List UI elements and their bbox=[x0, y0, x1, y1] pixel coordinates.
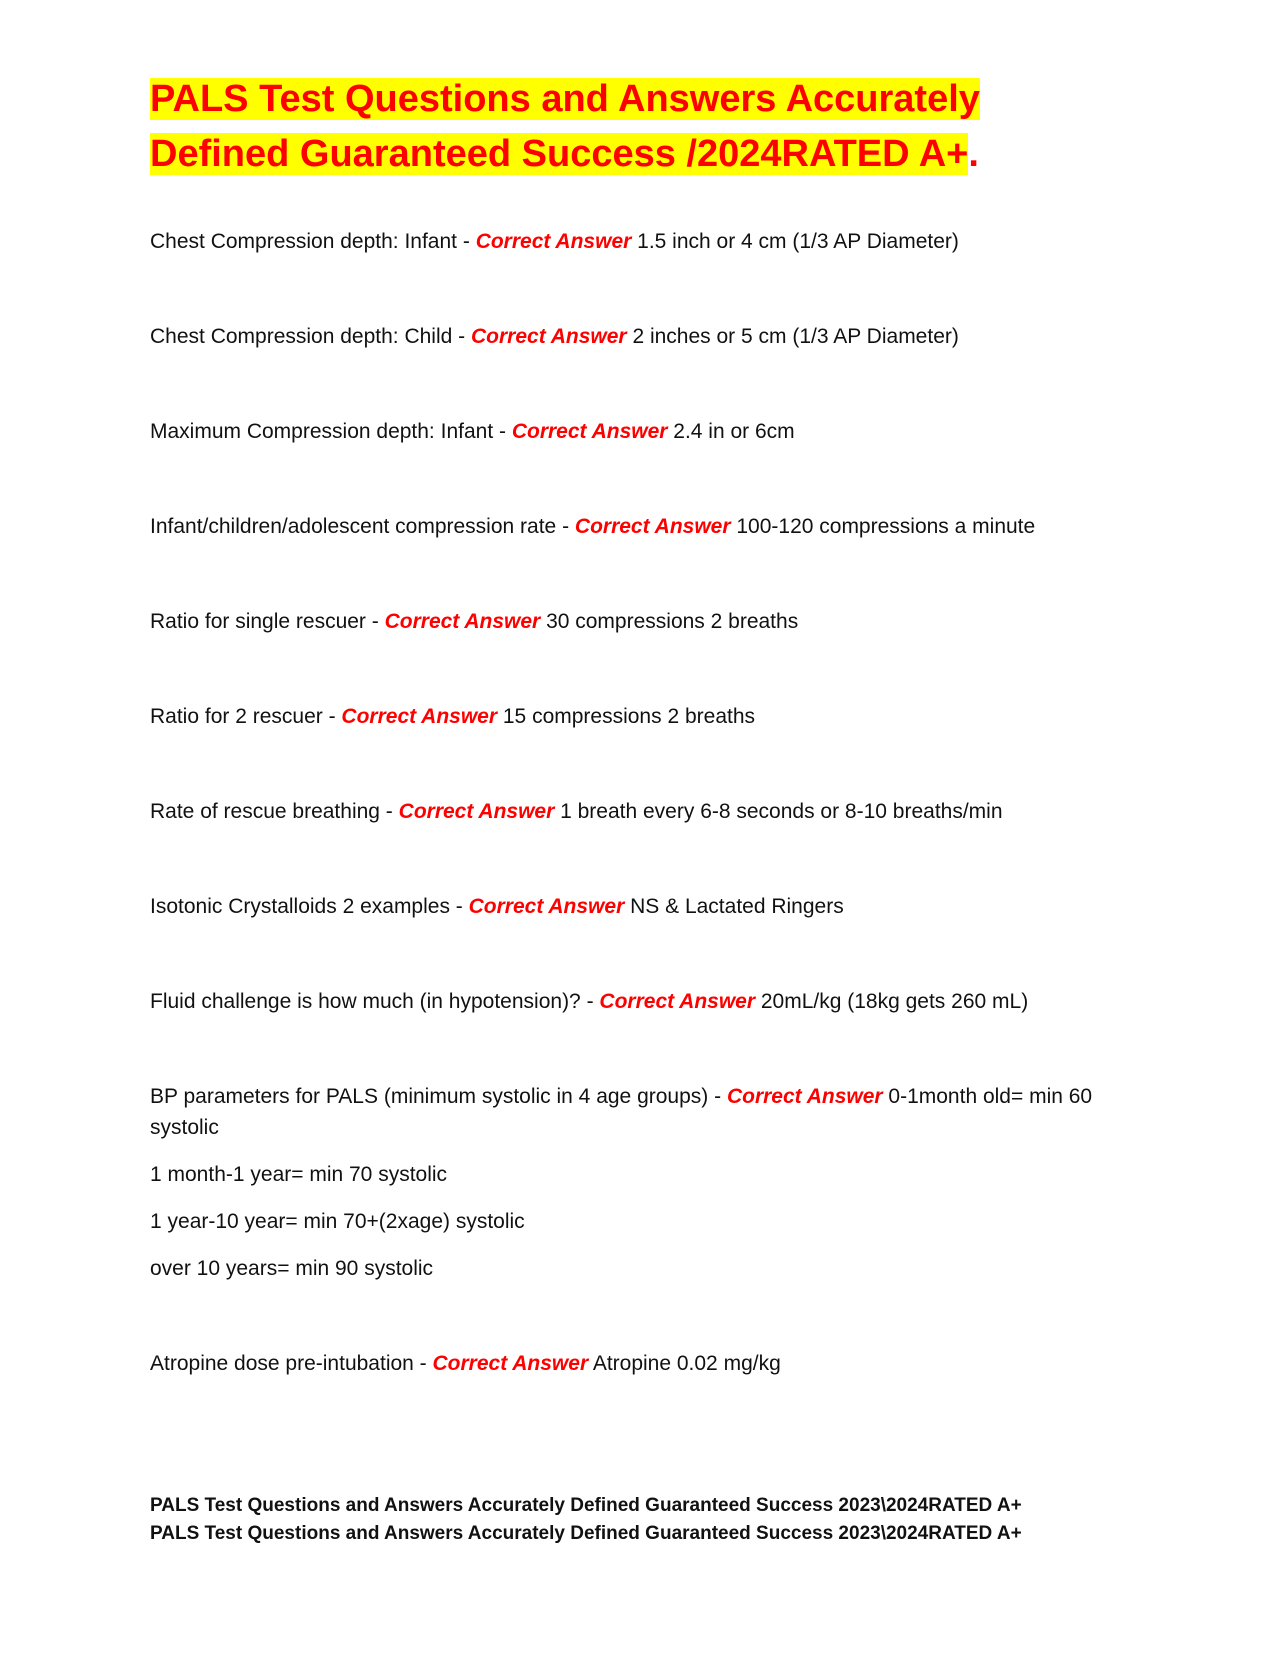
title-highlight bbox=[150, 78, 980, 175]
answer-text: 100-120 compressions a minute bbox=[736, 515, 1036, 538]
question-text: Fluid challenge is how much (in hypotension)? - bbox=[150, 990, 594, 1013]
qa-item bbox=[150, 321, 1140, 352]
answer-text: 30 compressions 2 breaths bbox=[546, 610, 799, 633]
answer-text: NS & Lactated Ringers bbox=[630, 895, 844, 918]
qa-item bbox=[150, 606, 1140, 637]
qa-item bbox=[150, 416, 1140, 447]
document-title bbox=[150, 72, 1140, 182]
correct-answer-label: Correct Answer bbox=[475, 230, 632, 253]
question-text: Infant/children/adolescent compression rate - bbox=[150, 515, 570, 538]
question-text: Maximum Compression depth: Infant - bbox=[150, 420, 506, 443]
answer-extra-line: 1 month-1 year= min 70 systolic bbox=[150, 1163, 448, 1186]
qa-item-bp-parameters bbox=[150, 1081, 1140, 1284]
question-text: Isotonic Crystalloids 2 examples - bbox=[150, 895, 463, 918]
correct-answer-label: Correct Answer bbox=[471, 325, 627, 348]
answer-text: 2 inches or 5 cm (1/3 AP Diameter) bbox=[632, 325, 959, 348]
correct-answer-label: Correct Answer bbox=[599, 990, 756, 1013]
correct-answer-label: Correct Answer bbox=[432, 1352, 589, 1375]
qa-item bbox=[150, 986, 1140, 1017]
answer-text: 0-1month old= min 60 systolic bbox=[150, 1085, 1093, 1139]
answer-text: 15 compressions 2 breaths bbox=[502, 705, 756, 728]
answer-extra-line: 1 year-10 year= min 70+(2xage) systolic bbox=[150, 1210, 525, 1233]
answer-text: 20mL/kg (18kg gets 260 mL) bbox=[760, 990, 1029, 1013]
answer-text: 1.5 inch or 4 cm (1/3 AP Diameter) bbox=[637, 230, 959, 253]
document-page bbox=[150, 72, 1140, 1379]
question-text: Rate of rescue breathing - bbox=[150, 800, 393, 823]
qa-item bbox=[150, 226, 1140, 257]
correct-answer-label: Correct Answer bbox=[511, 420, 668, 443]
question-text: BP parameters for PALS (minimum systolic in 4 age groups) - bbox=[150, 1085, 722, 1108]
question-text: Chest Compression depth: Infant - bbox=[150, 230, 470, 253]
qa-item bbox=[150, 891, 1140, 922]
qa-list bbox=[150, 226, 1140, 1379]
correct-answer-label: Correct Answer bbox=[384, 610, 541, 633]
qa-item bbox=[150, 511, 1140, 542]
answer-text: 1 breath every 6-8 seconds or 8-10 breaths/min bbox=[560, 800, 1003, 823]
title-tail: . bbox=[968, 133, 979, 175]
correct-answer-label: Correct Answer bbox=[398, 800, 555, 823]
correct-answer-label: Correct Answer bbox=[468, 895, 625, 918]
qa-item-main bbox=[150, 1081, 1140, 1143]
correct-answer-label: Correct Answer bbox=[726, 1085, 883, 1108]
answer-text: Atropine 0.02 mg/kg bbox=[592, 1352, 781, 1375]
title-line-1: PALS Test Questions and Answers Accurately bbox=[150, 78, 980, 120]
qa-item bbox=[150, 1348, 1140, 1379]
answer-extra-line: over 10 years= min 90 systolic bbox=[150, 1257, 434, 1280]
qa-item bbox=[150, 701, 1140, 732]
qa-item bbox=[150, 796, 1140, 827]
footer-line: PALS Test Questions and Answers Accurately Defined Guaranteed Success 2023\2024RATED A+ bbox=[150, 1523, 1022, 1544]
document-footer bbox=[150, 1492, 1140, 1548]
correct-answer-label: Correct Answer bbox=[341, 705, 498, 728]
answer-text: 2.4 in or 6cm bbox=[673, 420, 795, 443]
question-text: Chest Compression depth: Child - bbox=[150, 325, 466, 348]
question-text: Atropine dose pre-intubation - bbox=[150, 1352, 427, 1375]
footer-line: PALS Test Questions and Answers Accurately Defined Guaranteed Success 2023\2024RATED A+ bbox=[150, 1495, 1022, 1516]
question-text: Ratio for single rescuer - bbox=[150, 610, 379, 633]
question-text: Ratio for 2 rescuer - bbox=[150, 705, 336, 728]
title-line-2: Defined Guaranteed Success /2024RATED A+ bbox=[150, 133, 969, 175]
correct-answer-label: Correct Answer bbox=[574, 515, 731, 538]
